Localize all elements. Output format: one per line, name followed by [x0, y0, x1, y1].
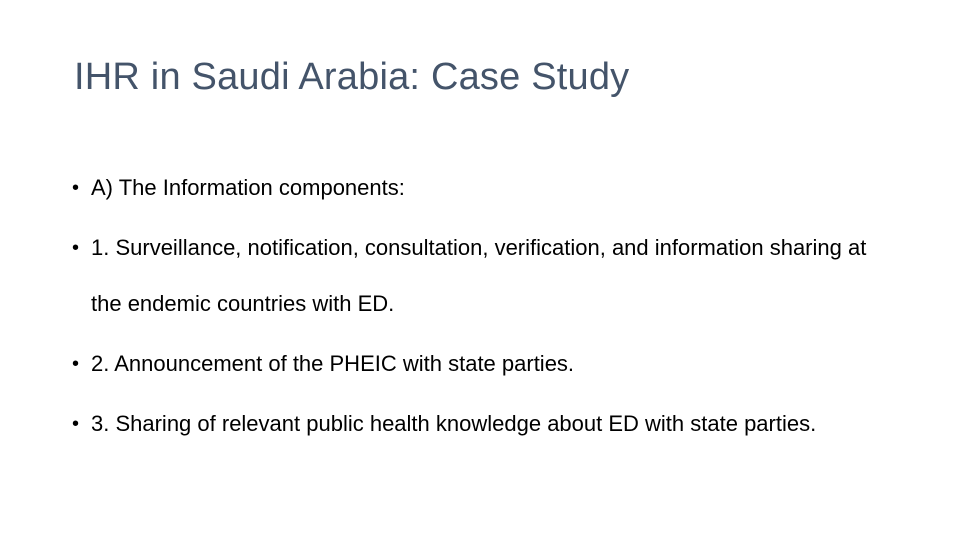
bullet-marker: •	[72, 413, 80, 435]
bullet-item-announcement	[72, 336, 892, 392]
bullet-marker: •	[72, 177, 80, 199]
bullet-text: 1. Surveillance, notification, consultation, verification, and information sharing at the endemic countries with ED.	[91, 235, 867, 316]
bullet-text: 3. Sharing of relevant public health knowledge about ED with state parties.	[91, 411, 817, 436]
bullet-list	[72, 160, 892, 456]
bullet-text: 2. Announcement of the PHEIC with state parties.	[91, 351, 575, 376]
slide-title: IHR in Saudi Arabia: Case Study	[74, 56, 630, 98]
bullet-text: A) The Information components:	[91, 175, 405, 200]
bullet-item-surveillance	[72, 220, 892, 332]
bullet-item-components-heading	[72, 160, 892, 216]
bullet-marker: •	[72, 353, 80, 375]
bullet-item-knowledge-sharing	[72, 396, 892, 452]
bullet-marker: •	[72, 237, 80, 259]
